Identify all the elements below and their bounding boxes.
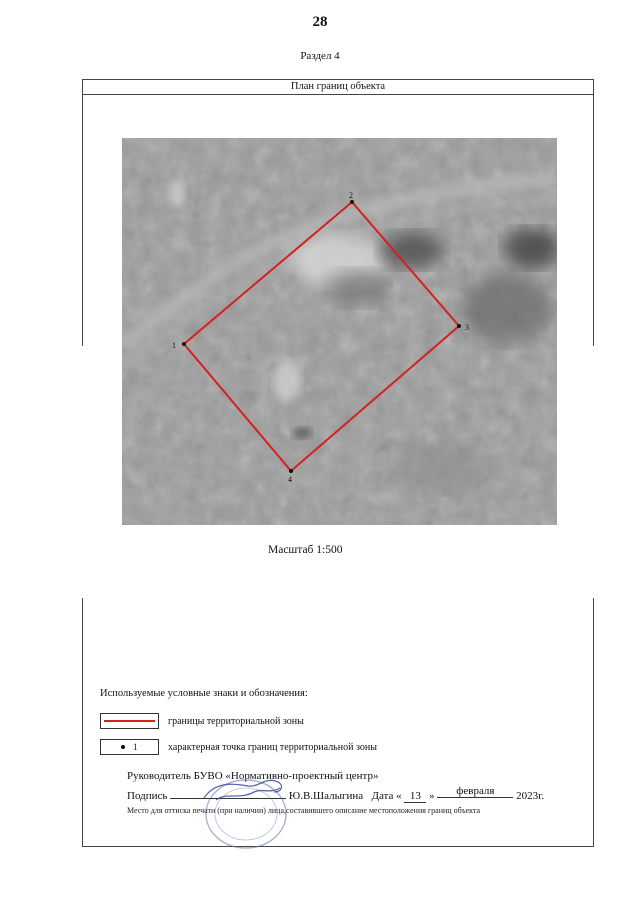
frame-gap-right [592, 346, 596, 598]
legend-title: Используемые условные знаки и обозначения: [100, 688, 308, 699]
frame-gap-left [80, 346, 84, 598]
red-line-icon [104, 720, 155, 722]
signer-name: Ю.В.Шалыгина [288, 790, 364, 802]
map-background [122, 138, 557, 525]
scale-label: Масштаб 1:500 [268, 544, 343, 556]
date-quote: » [429, 790, 435, 802]
organization-stamp [196, 770, 296, 850]
date-day: 13 [404, 790, 426, 803]
aerial-map [122, 138, 557, 525]
point-label-1: 1 [172, 341, 176, 350]
boundary-point-2 [350, 200, 354, 204]
head-of-organization: Руководитель БУВО «Нормативно-проектный центр» [127, 770, 379, 782]
boundary-point-3 [457, 324, 461, 328]
section-title: Раздел 4 [300, 50, 340, 62]
date-year: 2023г. [516, 790, 545, 802]
point-label-4: 4 [288, 475, 292, 484]
legend-boundary-swatch [100, 713, 159, 729]
page-number: 28 [312, 14, 328, 30]
legend-boundary-text: границы территориальной зоны [168, 716, 304, 727]
boundary-point-1 [182, 342, 186, 346]
signature-line [127, 786, 544, 803]
stamp-place-note: Место для оттиска печати (при наличии) лица,составившего описание местоположения границ объекта [127, 806, 481, 815]
legend-point-swatch [100, 739, 159, 755]
point-label-3: 3 [465, 323, 469, 332]
legend-point-number: 1 [133, 742, 138, 752]
date-label: Дата « [371, 790, 402, 802]
date-month: февраля [437, 785, 513, 798]
legend-point-text: характерная точка границ территориальной зоны [168, 742, 377, 753]
point-dot-icon [121, 745, 125, 749]
boundary-point-4 [289, 469, 293, 473]
plan-title: План границ объекта [82, 79, 594, 95]
point-label-2: 2 [349, 191, 353, 200]
signature-label: Подпись [127, 790, 168, 802]
